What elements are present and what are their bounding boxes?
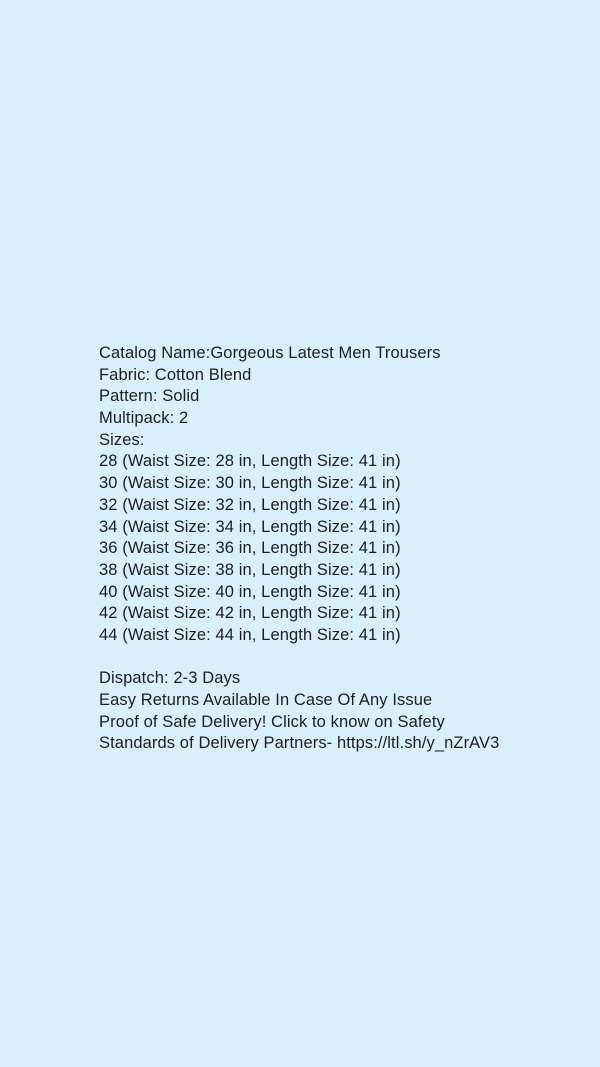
catalog-name-line: Catalog Name:Gorgeous Latest Men Trousers <box>99 344 441 362</box>
dispatch-line: Dispatch: 2-3 Days <box>99 669 241 688</box>
size-line: 42 (Waist Size: 42 in, Length Size: 41 in) <box>99 604 401 623</box>
blank-line <box>99 647 499 669</box>
sizes-list <box>99 451 499 646</box>
size-line: 28 (Waist Size: 28 in, Length Size: 41 in) <box>99 452 401 471</box>
returns-line: Easy Returns Available In Case Of Any Issue <box>99 691 433 709</box>
size-line: 38 (Waist Size: 38 in, Length Size: 41 in) <box>99 560 401 579</box>
size-line: 32 (Waist Size: 32 in, Length Size: 41 in) <box>99 495 401 514</box>
product-details-text <box>99 343 499 755</box>
safety-line-2 <box>99 733 499 755</box>
safety-url: https://ltl.sh/y_nZrAV3 <box>336 734 500 753</box>
multipack-line: Multipack: 2 <box>99 409 189 428</box>
size-line: 36 (Waist Size: 36 in, Length Size: 41 in) <box>99 539 401 558</box>
sizes-label: Sizes: <box>99 430 145 449</box>
size-line: 34 (Waist Size: 34 in, Length Size: 41 in) <box>99 517 401 536</box>
pattern-line: Pattern: Solid <box>99 387 200 406</box>
size-line: 40 (Waist Size: 40 in, Length Size: 41 in) <box>99 582 401 601</box>
safety-line-1: Proof of Safe Delivery! Click to know on Safety <box>99 712 445 731</box>
fabric-line: Fabric: Cotton Blend <box>99 365 252 384</box>
size-line: 44 (Waist Size: 44 in, Length Size: 41 in) <box>99 625 401 644</box>
safety-standards-text: Standards of Delivery Partners- <box>99 734 337 753</box>
size-line: 30 (Waist Size: 30 in, Length Size: 41 in) <box>99 474 401 493</box>
